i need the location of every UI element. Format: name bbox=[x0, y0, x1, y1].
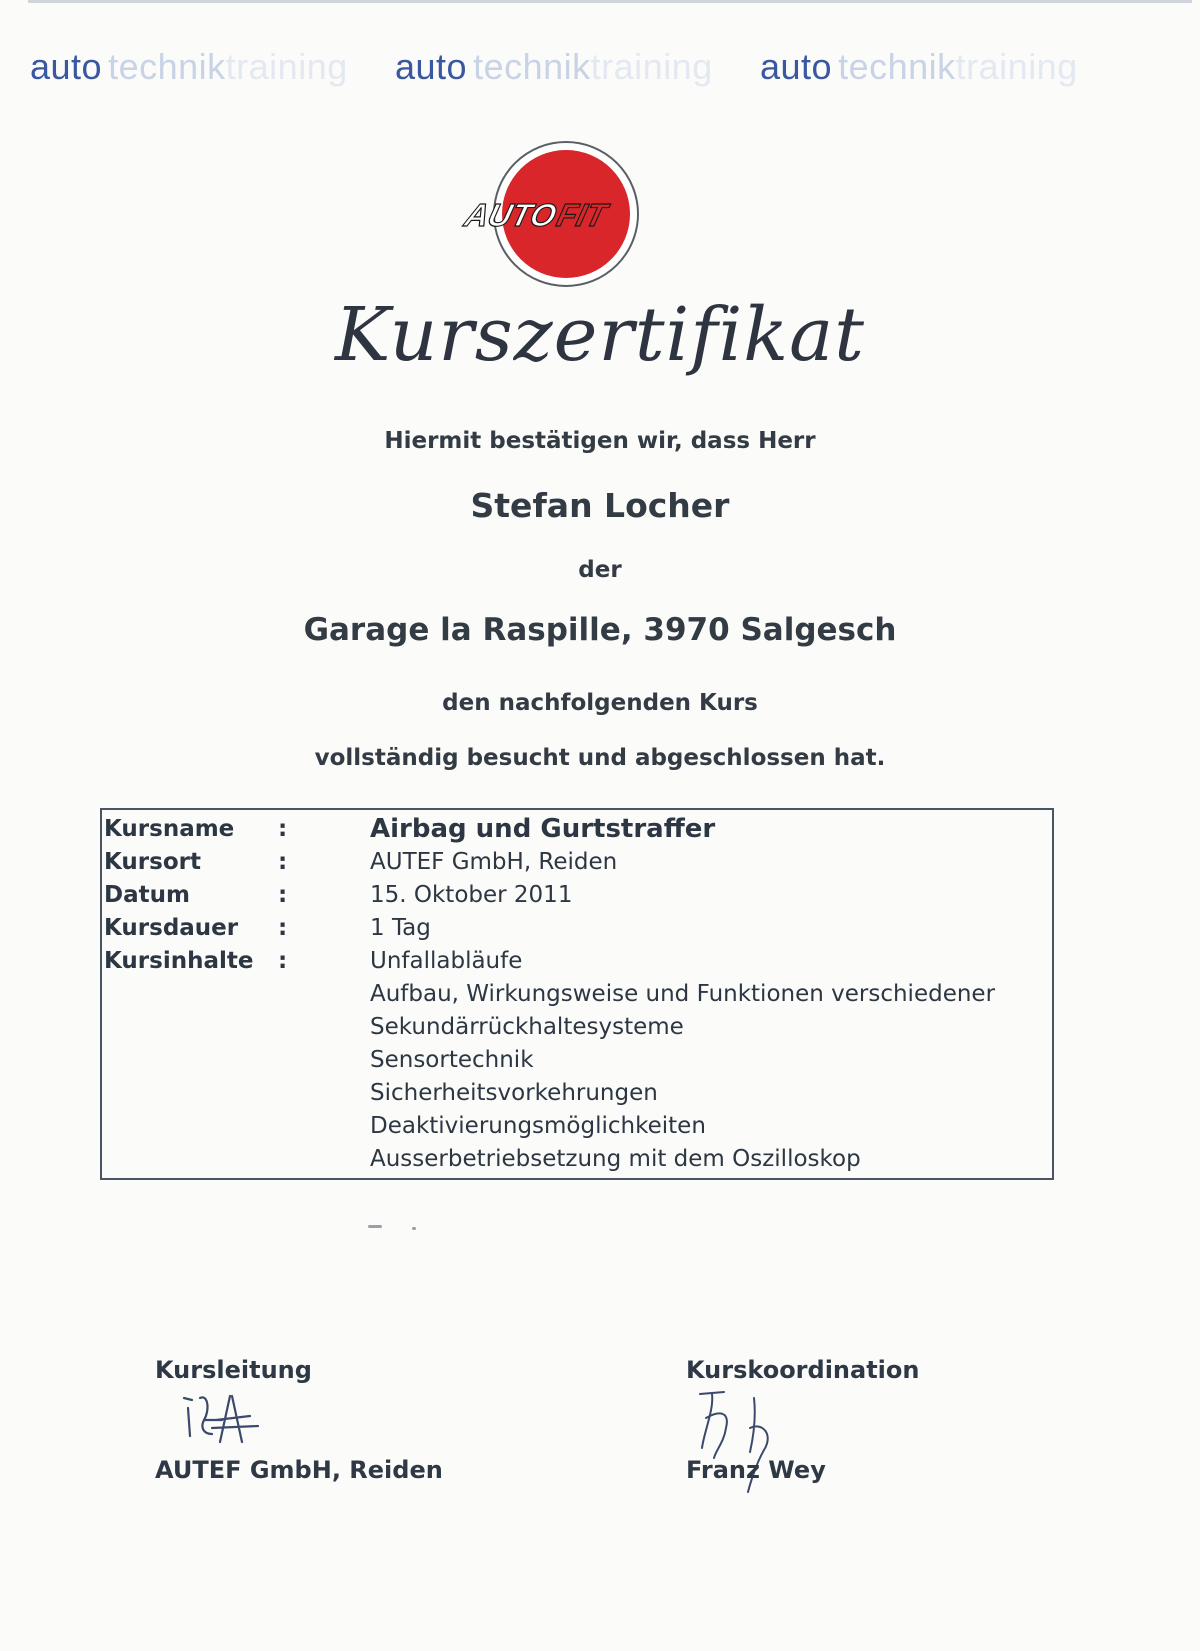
course-lead-role: Kursleitung bbox=[155, 1356, 312, 1384]
course-row-name bbox=[102, 816, 1052, 848]
course-lead-name: AUTEF GmbH, Reiden bbox=[155, 1456, 443, 1484]
confirmation-line: Hiermit bestätigen wir, dass Herr bbox=[384, 428, 816, 454]
content-item: Aufbau, Wirkungsweise und Funktionen verschiedener bbox=[370, 981, 996, 1007]
row-colon: : bbox=[278, 915, 288, 941]
company-name: Garage la Raspille, 3970 Salgesch bbox=[303, 612, 897, 648]
content-item: Sicherheitsvorkehrungen bbox=[370, 1080, 658, 1106]
header-technik-text: technik bbox=[473, 46, 591, 87]
row-label: Kursname bbox=[104, 816, 235, 842]
scan-speck bbox=[368, 1225, 382, 1228]
header-auto-text: auto bbox=[395, 46, 468, 87]
course-row-contents bbox=[102, 948, 1052, 980]
header-brand-1 bbox=[30, 46, 348, 88]
header-brand-2 bbox=[395, 46, 713, 88]
course-lead-signature bbox=[178, 1390, 298, 1450]
row-colon: : bbox=[278, 816, 288, 842]
course-date-value: 15. Oktober 2011 bbox=[370, 882, 573, 908]
course-coordination-role: Kurskoordination bbox=[686, 1356, 920, 1384]
course-duration-value: 1 Tag bbox=[370, 915, 431, 941]
header-technik-text: technik bbox=[108, 46, 226, 87]
row-colon: : bbox=[278, 948, 288, 974]
connector-text: der bbox=[578, 557, 622, 583]
header-training-text: training bbox=[590, 46, 713, 87]
content-item: Sensortechnik bbox=[370, 1047, 534, 1073]
content-item: Ausserbetriebsetzung mit dem Oszilloskop bbox=[370, 1146, 861, 1172]
autofit-logo bbox=[461, 140, 640, 288]
header-auto-text: auto bbox=[760, 46, 833, 87]
course-coordinator-name: Franz Wey bbox=[686, 1456, 826, 1484]
completion-line: vollständig besucht und abgeschlossen hat. bbox=[314, 745, 886, 771]
course-details-box bbox=[100, 808, 1054, 1180]
scan-edge-line bbox=[28, 0, 1192, 3]
content-item: Sekundärrückhaltesysteme bbox=[370, 1014, 684, 1040]
row-label: Datum bbox=[104, 882, 190, 908]
scan-speck bbox=[412, 1227, 416, 1230]
svg-text:AUTO: AUTO bbox=[461, 197, 561, 233]
course-name-value: Airbag und Gurtstraffer bbox=[370, 814, 716, 844]
course-row-location bbox=[102, 849, 1052, 881]
header-brand-3 bbox=[760, 46, 1078, 88]
header-banner bbox=[30, 46, 1160, 96]
header-training-text: training bbox=[955, 46, 1078, 87]
course-row-duration bbox=[102, 915, 1052, 947]
course-location-value: AUTEF GmbH, Reiden bbox=[370, 849, 618, 875]
course-row-date bbox=[102, 882, 1052, 914]
certificate-title: Kurszertifikat bbox=[335, 292, 865, 378]
row-colon: : bbox=[278, 882, 288, 908]
row-label: Kursdauer bbox=[104, 915, 239, 941]
header-training-text: training bbox=[225, 46, 348, 87]
svg-text:FIT: FIT bbox=[553, 197, 611, 233]
course-intro-line: den nachfolgenden Kurs bbox=[442, 690, 758, 716]
header-technik-text: technik bbox=[838, 46, 956, 87]
participant-name: Stefan Locher bbox=[470, 486, 730, 525]
row-colon: : bbox=[278, 849, 288, 875]
content-item: Unfallabläufe bbox=[370, 948, 523, 974]
content-item: Deaktivierungsmöglichkeiten bbox=[370, 1113, 706, 1139]
row-label: Kursinhalte bbox=[104, 948, 254, 974]
row-label: Kursort bbox=[104, 849, 201, 875]
header-auto-text: auto bbox=[30, 46, 103, 87]
